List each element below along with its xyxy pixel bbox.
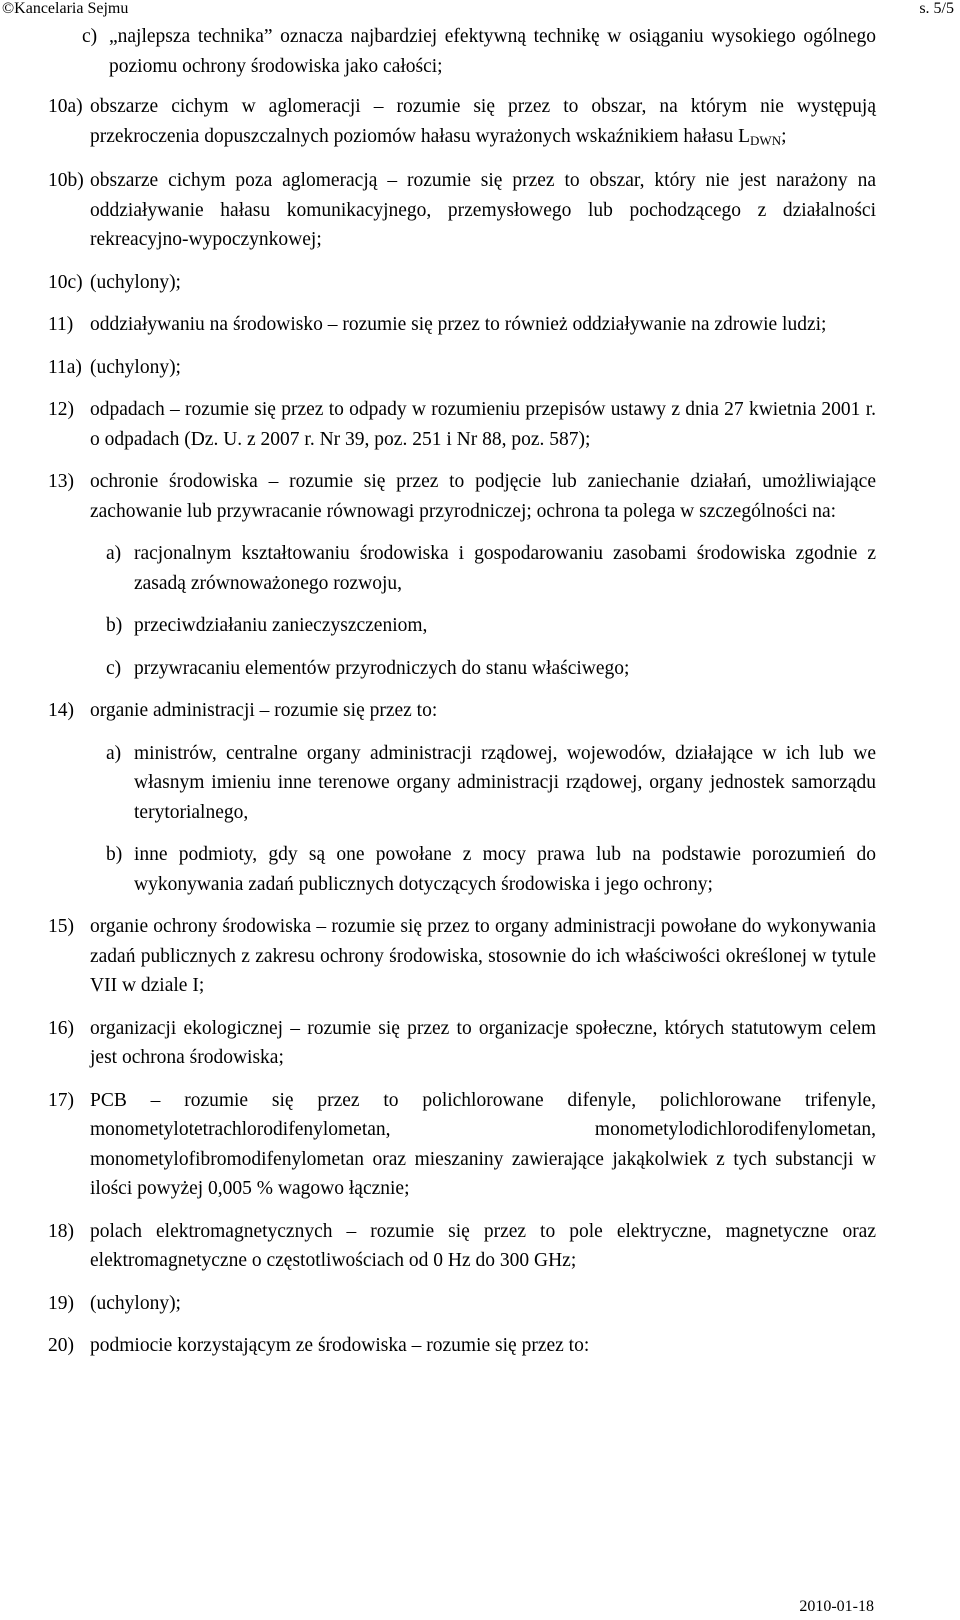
item-number: 20)	[48, 1335, 74, 1356]
list-item	[48, 467, 876, 526]
sub-list-item	[106, 611, 876, 641]
subscript-dwn: DWN	[750, 132, 782, 148]
item-text: organie administracji – rozumie się przez to:	[90, 700, 438, 721]
list-item	[48, 268, 876, 298]
list-item	[48, 1086, 876, 1204]
list-item	[48, 395, 876, 454]
item-text: ministrów, centralne organy administracji rządowej, wojewodów, działające w ich lub we własnym imieniu inne terenowe organy administracji rządowej, organy jednostek samorządu terytorialnego,	[134, 742, 876, 823]
item-text: przeciwdziałaniu zanieczyszczeniom,	[134, 615, 428, 636]
item-number: 10a)	[48, 96, 83, 117]
page-number: s. 5/5	[919, 0, 954, 17]
document-body	[48, 22, 876, 1374]
item-text: racjonalnym kształtowaniu środowiska i gospodarowaniu zasobami środowiska zgodnie z zasadą zrównoważonego rozwoju,	[134, 543, 876, 594]
list-item	[48, 353, 876, 383]
item-text-main: obszarze cichym w aglomeracji – rozumie się przez to obszar, na którym nie występują przekroczenia dopuszczalnych poziomów hałasu wyrażonych wskaźnikiem hałasu L	[90, 96, 876, 147]
list-item	[82, 22, 876, 81]
header-copyright: ©Kancelaria Sejmu	[2, 0, 129, 17]
item-number: 14)	[48, 700, 74, 721]
item-number: 11a)	[48, 356, 82, 378]
list-item	[48, 92, 876, 155]
item-letter: a)	[106, 543, 122, 564]
item-number: 13)	[48, 471, 74, 492]
item-number: 15)	[48, 916, 74, 937]
sub-list-item	[106, 739, 876, 828]
list-item	[48, 166, 876, 255]
item-letter: b)	[106, 844, 123, 865]
item-number: 12)	[48, 399, 74, 420]
item-number: 17)	[48, 1089, 74, 1111]
list-item	[48, 1217, 876, 1276]
sub-list-item	[106, 539, 876, 598]
item-text: podmiocie korzystającym ze środowiska – rozumie się przez to:	[90, 1335, 590, 1356]
item-text: PCB – rozumie się przez to polichlorowane difenyle, polichlorowane trifenyle, monometylotetrachlorodifenylometan, monometylodichlorodifenylometan, monometylofibromodifenylometan oraz mieszaniny zawierające jakąkolwiek z tych substancji w ilości powyżej 0,005 % wagowo łącznie;	[90, 1089, 876, 1199]
sub-list-item	[106, 654, 876, 684]
item-text: organie ochrony środowiska – rozumie się przez to organy administracji powołane do wykonywania zadań publicznych z zakresu ochrony środowiska, stosownie do ich właściwości określonej w tytule VII w dziale I;	[90, 916, 876, 996]
sub-list-item	[106, 840, 876, 899]
item-text: organizacji ekologicznej – rozumie się przez to organizacje społeczne, których statutowym celem jest ochrona środowiska;	[90, 1017, 876, 1068]
item-number: c)	[82, 26, 98, 47]
item-number: 16)	[48, 1017, 74, 1039]
list-item	[48, 1014, 876, 1073]
item-text-tail: ;	[781, 125, 787, 147]
list-item	[48, 696, 876, 726]
item-number: 18)	[48, 1220, 74, 1242]
item-text: „najlepsza technika” oznacza najbardziej efektywną technikę w osiąganiu wysokiego ogólnego poziomu ochrony środowiska jako całości;	[109, 26, 876, 77]
item-letter: b)	[106, 615, 123, 636]
item-text: (uchylony);	[90, 1292, 181, 1314]
item-text: (uchylony);	[90, 271, 181, 293]
item-text: odpadach – rozumie się przez to odpady w rozumieniu przepisów ustawy z dnia 27 kwietnia 2001 r. o odpadach (Dz. U. z 2007 r. Nr 39, poz. 251 i Nr 88, poz. 587);	[90, 399, 876, 450]
item-text: przywracaniu elementów przyrodniczych do stanu właściwego;	[134, 657, 630, 679]
item-text: ochronie środowiska – rozumie się przez to podjęcie lub zaniechanie działań, umożliwiające zachowanie lub przywracanie równowagi przyrodniczej; ochrona ta polega w szczególności na:	[90, 471, 876, 522]
item-letter: c)	[106, 657, 122, 679]
item-number: 10c)	[48, 271, 83, 293]
list-item	[48, 1289, 876, 1319]
item-number: 11)	[48, 314, 74, 335]
list-item	[48, 1331, 876, 1361]
item-text: (uchylony);	[90, 356, 181, 378]
item-number: 19)	[48, 1292, 74, 1314]
item-number: 10b)	[48, 170, 84, 191]
item-text: obszarze cichym poza aglomeracją – rozumie się przez to obszar, który nie jest narażony na oddziaływanie hałasu komunikacyjnego, przemysłowego lub pochodzącego z działalności rekreacyjno-wypoczynkowej;	[90, 170, 876, 250]
item-text: oddziaływaniu na środowisko – rozumie się przez to również oddziaływanie na zdrowie ludzi;	[90, 314, 827, 335]
list-item	[48, 912, 876, 1001]
list-item	[48, 310, 876, 340]
item-text	[90, 92, 876, 155]
document-date: 2010-01-18	[799, 1598, 874, 1615]
item-letter: a)	[106, 742, 122, 764]
item-text: polach elektromagnetycznych – rozumie się przez to pole elektryczne, magnetyczne oraz elektromagnetyczne o częstotliwościach od 0 Hz do 300 GHz;	[90, 1220, 876, 1271]
item-text: inne podmioty, gdy są one powołane z mocy prawa lub na podstawie porozumień do wykonywania zadań publicznych dotyczących środowiska i jego ochrony;	[134, 844, 876, 895]
